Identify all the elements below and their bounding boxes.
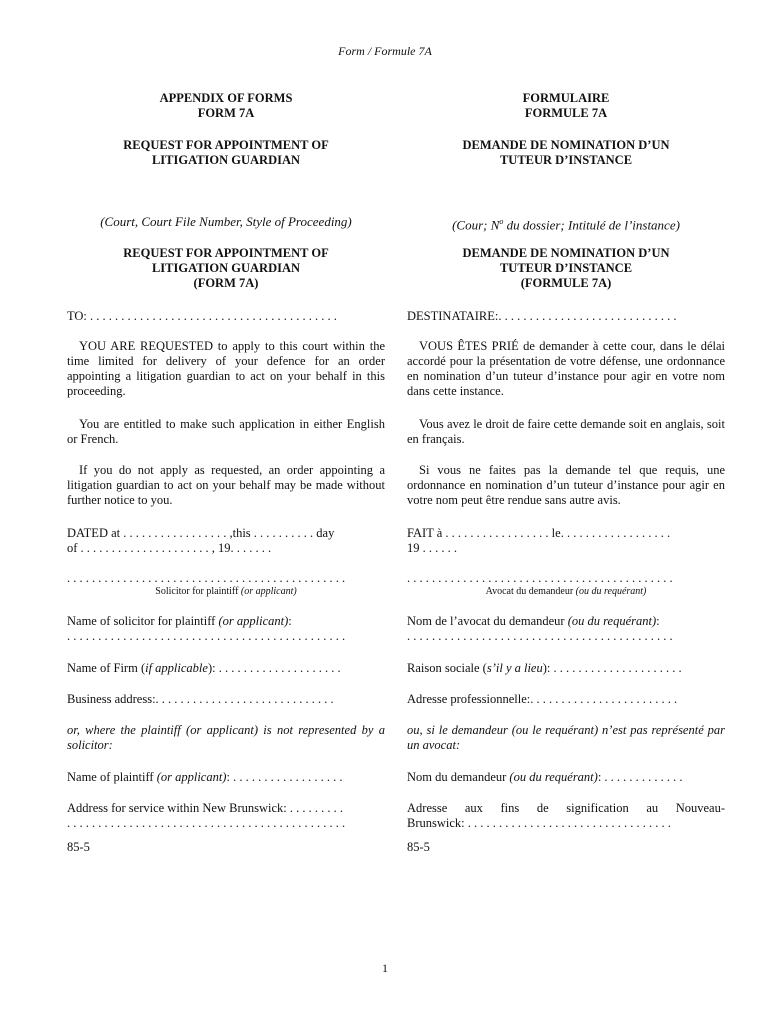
fr-form-number: FORMULE 7A xyxy=(524,106,608,120)
fr-solicitor-colon: : xyxy=(656,614,660,628)
en-solicitor-label-qualifier: (or applicant) xyxy=(218,614,289,628)
fr-title-line-2: TUTEUR D’INSTANCE xyxy=(499,153,633,167)
en-firm-line: Name of Firm (if applicable): . . . . . . . . . . . . . . . . . . . . xyxy=(67,661,341,675)
fr-heading-line-3: (FORMULE 7A) xyxy=(520,276,612,290)
en-title xyxy=(67,138,385,168)
en-solicitor-label: Name of solicitor for plaintiff xyxy=(67,614,216,628)
fr-signature-caption: Avocat du demandeur (ou du requérant) xyxy=(485,586,647,597)
en-paragraph-3: If you do not apply as requested, an order appointing a litigation guardian to act on your behalf may be made without further notice to you. xyxy=(67,463,385,507)
en-appendix: APPENDIX OF FORMS xyxy=(159,91,293,105)
en-title-line-1: REQUEST FOR APPOINTMENT OF xyxy=(123,138,329,152)
fr-solicitor-label-qualifier: (ou du requérant) xyxy=(567,614,657,628)
fr-footer-code: 85-5 xyxy=(407,840,430,854)
en-business-address: Business address:. . . . . . . . . . . . . . . . . . . . . . . . . . . . . xyxy=(67,692,334,706)
en-footer-code: 85-5 xyxy=(67,840,90,854)
running-head: Form / Formule 7A xyxy=(338,44,432,58)
en-heading-line-1: REQUEST FOR APPOINTMENT OF xyxy=(123,246,329,260)
en-header xyxy=(67,91,385,121)
fr-title xyxy=(407,138,725,168)
fr-paragraph-3: Si vous ne faites pas la demande tel que requis, une ordonnance en nomination d’un tuteur d’instance pour agir en votre nom peut être rendue sans autre avis. xyxy=(407,463,725,507)
en-paragraph-2: You are entitled to make such application in either English or French. xyxy=(67,417,385,446)
fr-solicitor-name xyxy=(407,614,725,644)
en-court-line: (Court, Court File Number, Style of Proceeding) xyxy=(100,214,352,229)
en-service-line-1: Address for service within New Brunswick: . . . . . . . . . xyxy=(67,801,343,815)
fr-heading xyxy=(407,246,725,291)
en-service-address xyxy=(67,801,385,831)
fr-service-address xyxy=(407,801,725,831)
fr-solicitor-dots: . . . . . . . . . . . . . . . . . . . . . . . . . . . . . . . . . . . . . . . . . . . xyxy=(407,629,673,643)
en-dated-block xyxy=(67,526,385,556)
en-form-number: FORM 7A xyxy=(197,106,255,120)
fr-service-line-1: Adresse aux fins de signification au Nouveau- xyxy=(407,801,725,815)
fr-heading-line-1: DEMANDE DE NOMINATION D’UN xyxy=(462,246,670,260)
en-solicitor-name xyxy=(67,614,385,644)
en-paragraph-1: YOU ARE REQUESTED to apply to this court within the time limited for delivery of your defence for an order appointing a litigation guardian to act on your behalf in this proceeding. xyxy=(67,339,385,398)
en-solicitor-dots: . . . . . . . . . . . . . . . . . . . . . . . . . . . . . . . . . . . . . . . . . . . . . xyxy=(67,629,346,643)
en-signature-block xyxy=(67,571,385,598)
fr-unrepresented-note: ou, si le demandeur (ou le requérant) n’est pas représenté par un avocat: xyxy=(407,723,725,752)
fr-business-address: Adresse professionnelle:. . . . . . . . . . . . . . . . . . . . . . . . xyxy=(407,692,678,706)
fr-dated-line-1: FAIT à . . . . . . . . . . . . . . . . . le. . . . . . . . . . . . . . . . . . xyxy=(407,526,671,540)
en-dated-line-1: DATED at . . . . . . . . . . . . . . . . . ,this . . . . . . . . . . day xyxy=(67,526,335,540)
fr-header xyxy=(407,91,725,121)
fr-title-line-1: DEMANDE DE NOMINATION D’UN xyxy=(462,138,670,152)
fr-dated-line-2: 19 . . . . . . xyxy=(407,541,457,555)
en-signature-caption: Solicitor for plaintiff (or applicant) xyxy=(155,586,297,597)
en-plaintiff-line: Name of plaintiff (or applicant): . . . . . . . . . . . . . . . . . . xyxy=(67,770,343,784)
fr-signature-block xyxy=(407,571,725,598)
en-title-line-2: LITIGATION GUARDIAN xyxy=(151,153,301,167)
en-heading-line-2: LITIGATION GUARDIAN xyxy=(151,261,301,275)
en-solicitor-colon: : xyxy=(288,614,292,628)
fr-firm-line: Raison sociale (s’il y a lieu): . . . . . . . . . . . . . . . . . . . . . xyxy=(407,661,682,675)
fr-heading-line-2: TUTEUR D’INSTANCE xyxy=(499,261,633,275)
en-heading xyxy=(67,246,385,291)
fr-paragraph-1: VOUS ÊTES PRIÉ de demander à cette cour, dans le délai accordé pour la présentation de votre défense, une ordonnance en nomination d’un tuteur d’instance pour agir en votre nom dans cette instance. xyxy=(407,339,725,398)
fr-service-line-2: Brunswick: . . . . . . . . . . . . . . . . . . . . . . . . . . . . . . . . . xyxy=(407,816,671,830)
fr-solicitor-label: Nom de l’avocat du demandeur xyxy=(407,614,565,628)
fr-signature-line: . . . . . . . . . . . . . . . . . . . . . . . . . . . . . . . . . . . . . . . . . . . xyxy=(407,571,673,585)
fr-plaintiff-line: Nom du demandeur (ou du requérant): . . . . . . . . . . . . . xyxy=(407,770,683,784)
en-signature-line: . . . . . . . . . . . . . . . . . . . . . . . . . . . . . . . . . . . . . . . . . . . . . xyxy=(67,571,346,585)
fr-appendix: FORMULAIRE xyxy=(522,91,610,105)
fr-to-line: DESTINATAIRE:. . . . . . . . . . . . . . . . . . . . . . . . . . . . . xyxy=(407,309,677,323)
fr-dated-block xyxy=(407,526,725,556)
page-number: 1 xyxy=(382,961,388,975)
en-to-line: TO: . . . . . . . . . . . . . . . . . . . . . . . . . . . . . . . . . . . . . . . . xyxy=(67,309,337,323)
en-unrepresented-note: or, where the plaintiff (or applicant) is not represented by a solicitor: xyxy=(67,723,385,752)
en-dated-line-2: of . . . . . . . . . . . . . . . . . . . . . , 19. . . . . . . xyxy=(67,541,272,555)
fr-court-line: (Cour; $N^o$ du dossier; Intitulé de l’instance) xyxy=(452,217,680,233)
fr-paragraph-2: Vous avez le droit de faire cette demande soit en anglais, soit en français. xyxy=(407,417,725,446)
en-service-line-2: . . . . . . . . . . . . . . . . . . . . . . . . . . . . . . . . . . . . . . . . . . . . . xyxy=(67,816,346,830)
en-heading-line-3: (FORM 7A) xyxy=(193,276,259,290)
